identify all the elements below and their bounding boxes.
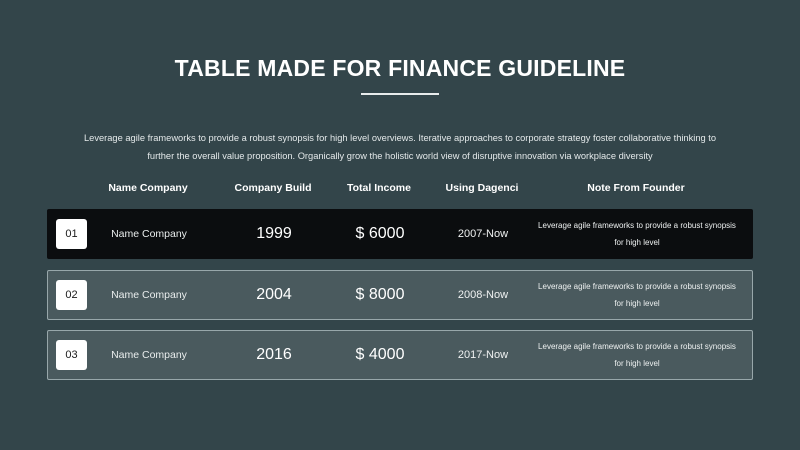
row-number-badge: 01 [56, 219, 87, 249]
cell-using-dagenci: 2008-Now [457, 289, 509, 301]
slide-title: TABLE MADE FOR FINANCE GUIDELINE [174, 55, 626, 81]
cell-company-build: 1999 [256, 225, 292, 242]
header-total-income: Total Income [347, 182, 411, 194]
header-note-from-founder: Note From Founder [587, 182, 685, 194]
header-using-dagenci: Using Dagenci [445, 182, 519, 194]
cell-total-income: $ 8000 [355, 286, 405, 303]
table-row [47, 330, 753, 380]
cell-using-dagenci: 2017-Now [457, 349, 509, 361]
table-row [47, 270, 753, 320]
cell-name-company: Name Company [111, 349, 187, 361]
header-name-company: Name Company [108, 182, 188, 194]
cell-using-dagenci: 2007-Now [457, 228, 509, 240]
cell-note-from-founder: Leverage agile frameworks to provide a robust synopsis for high level [538, 282, 736, 308]
cell-note-from-founder: Leverage agile frameworks to provide a robust synopsis for high level [538, 221, 736, 247]
row-number-badge: 03 [56, 340, 87, 370]
title-underline [361, 93, 439, 95]
cell-note-from-founder: Leverage agile frameworks to provide a robust synopsis for high level [538, 342, 736, 368]
cell-total-income: $ 6000 [355, 225, 405, 242]
header-company-build: Company Build [234, 182, 312, 194]
cell-company-build: 2004 [256, 286, 292, 303]
cell-name-company: Name Company [111, 289, 187, 301]
table-row [47, 209, 753, 259]
table-header [0, 182, 800, 198]
intro-paragraph: Leverage agile frameworks to provide a robust synopsis for high level overviews. Iterative approaches to corporate strategy foster collaborative thinking to further the overall value proposition. Organically grow the holistic world view of disruptive innovation via workplace diversity [84, 133, 716, 161]
cell-total-income: $ 4000 [355, 346, 405, 363]
row-number-badge: 02 [56, 280, 87, 310]
cell-company-build: 2016 [256, 346, 292, 363]
cell-name-company: Name Company [111, 228, 187, 240]
